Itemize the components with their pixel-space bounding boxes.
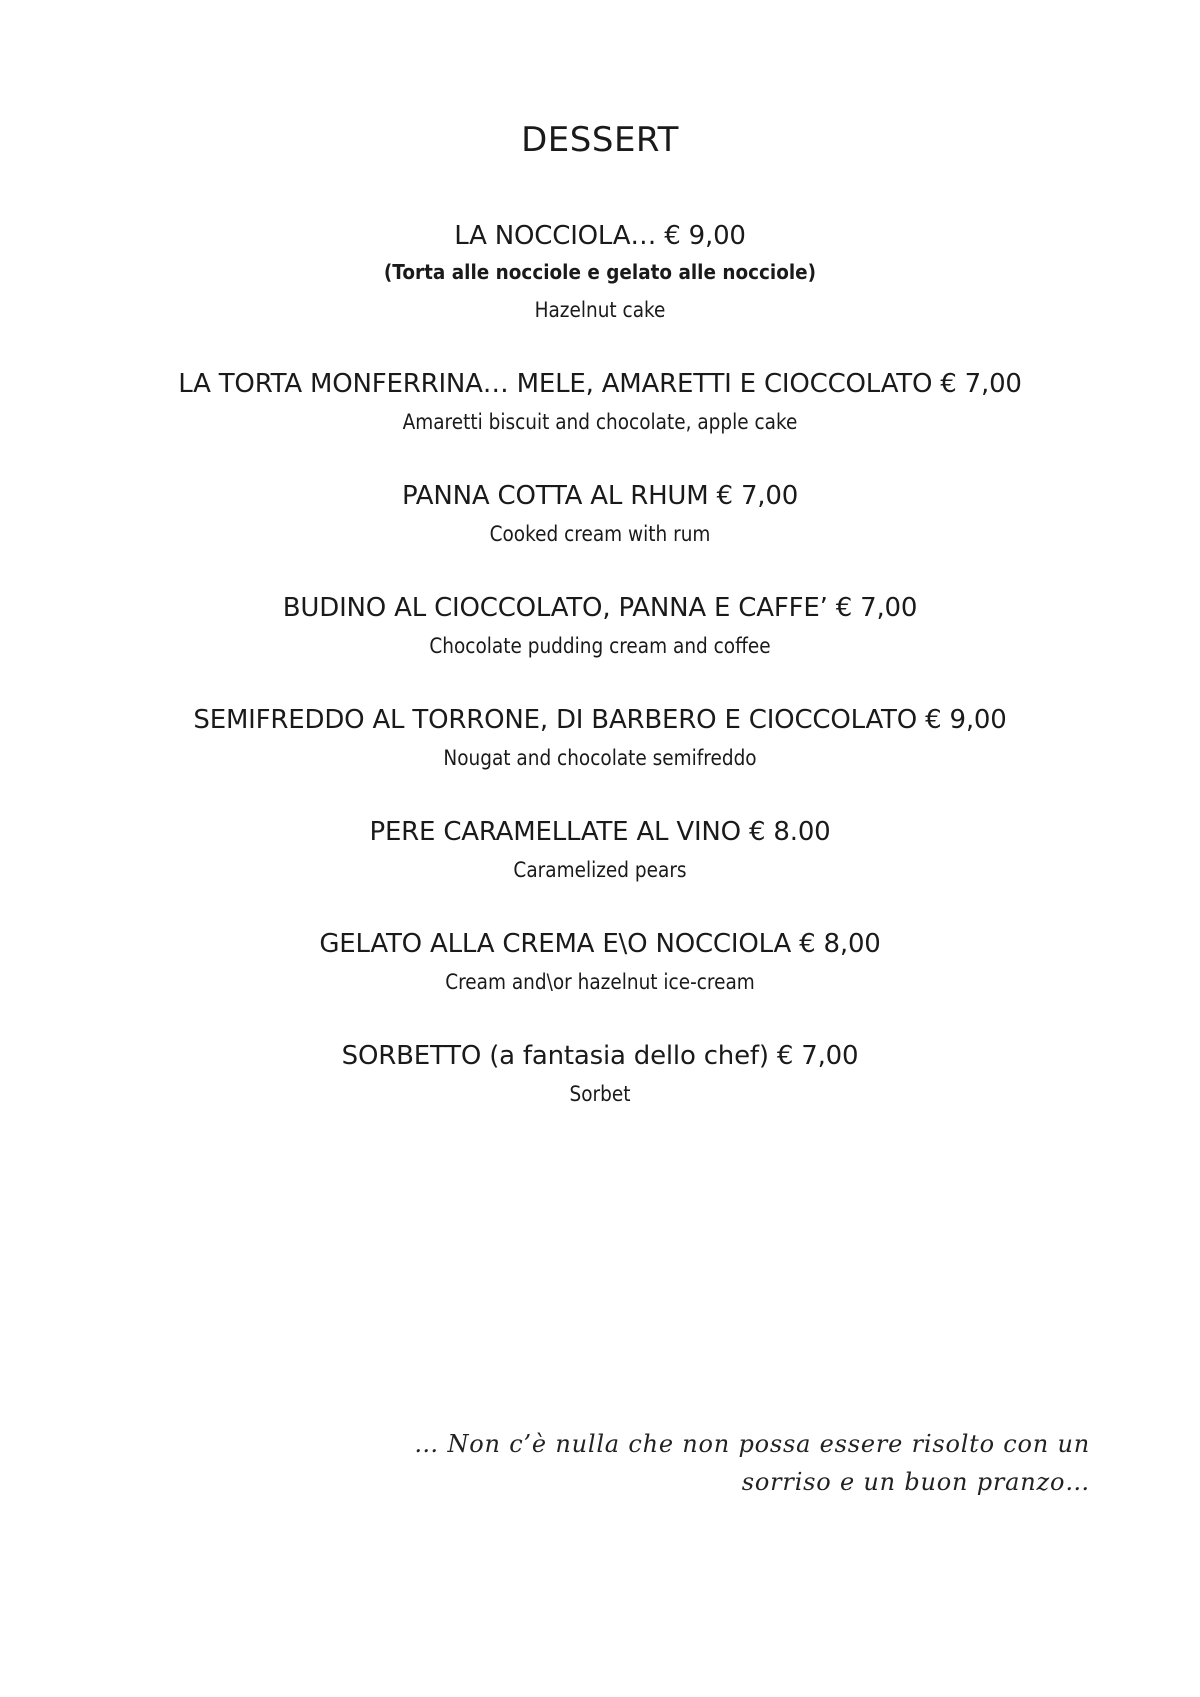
- item-translation: Amaretti biscuit and chocolate, apple cake: [402, 410, 798, 434]
- menu-item-semifreddo: [0, 702, 1200, 778]
- page-title: DESSERT: [521, 120, 679, 160]
- item-translation: Sorbet: [569, 1082, 631, 1106]
- item-translation: Chocolate pudding cream and coffee: [429, 634, 771, 658]
- item-name: SEMIFREDDO AL TORRONE, DI BARBERO E CIOCCOLATO € 9,00: [193, 705, 1007, 735]
- menu-item-gelato: [0, 926, 1200, 1002]
- menu-item-la-nocciola: [0, 218, 1200, 330]
- item-name: PANNA COTTA AL RHUM € 7,00: [401, 481, 799, 511]
- quote-line-1: … Non c’è nulla che non possa essere risolto con un: [414, 1430, 1090, 1458]
- menu-item-sorbetto: [0, 1038, 1200, 1114]
- menu-item-pere-caramellate: [0, 814, 1200, 890]
- item-translation: Nougat and chocolate semifreddo: [443, 746, 757, 770]
- item-name: LA NOCCIOLA… € 9,00: [454, 221, 746, 251]
- item-name: PERE CARAMELLATE AL VINO € 8.00: [369, 817, 831, 847]
- item-note: (Torta alle nocciole e gelato alle nocciole): [383, 260, 817, 284]
- item-name: BUDINO AL CIOCCOLATO, PANNA E CAFFE’ € 7,00: [282, 593, 918, 623]
- menu-item-torta-monferrina: [0, 366, 1200, 442]
- quote-line-2: sorriso e un buon pranzo…: [741, 1468, 1090, 1496]
- item-name: SORBETTO (a fantasia dello chef) € 7,00: [341, 1041, 859, 1071]
- menu-item-budino: [0, 590, 1200, 666]
- item-translation: Cream and\or hazelnut ice-cream: [445, 970, 755, 994]
- dessert-menu: [0, 218, 1200, 1150]
- menu-item-panna-cotta: [0, 478, 1200, 554]
- item-translation: Caramelized pears: [513, 858, 687, 882]
- item-name: LA TORTA MONFERRINA… MELE, AMARETTI E CIOCCOLATO € 7,00: [178, 369, 1022, 399]
- item-translation: Hazelnut cake: [534, 298, 666, 322]
- item-translation: Cooked cream with rum: [489, 522, 711, 546]
- item-name: GELATO ALLA CREMA E\O NOCCIOLA € 8,00: [319, 929, 881, 959]
- closing-quote: [370, 1425, 1090, 1501]
